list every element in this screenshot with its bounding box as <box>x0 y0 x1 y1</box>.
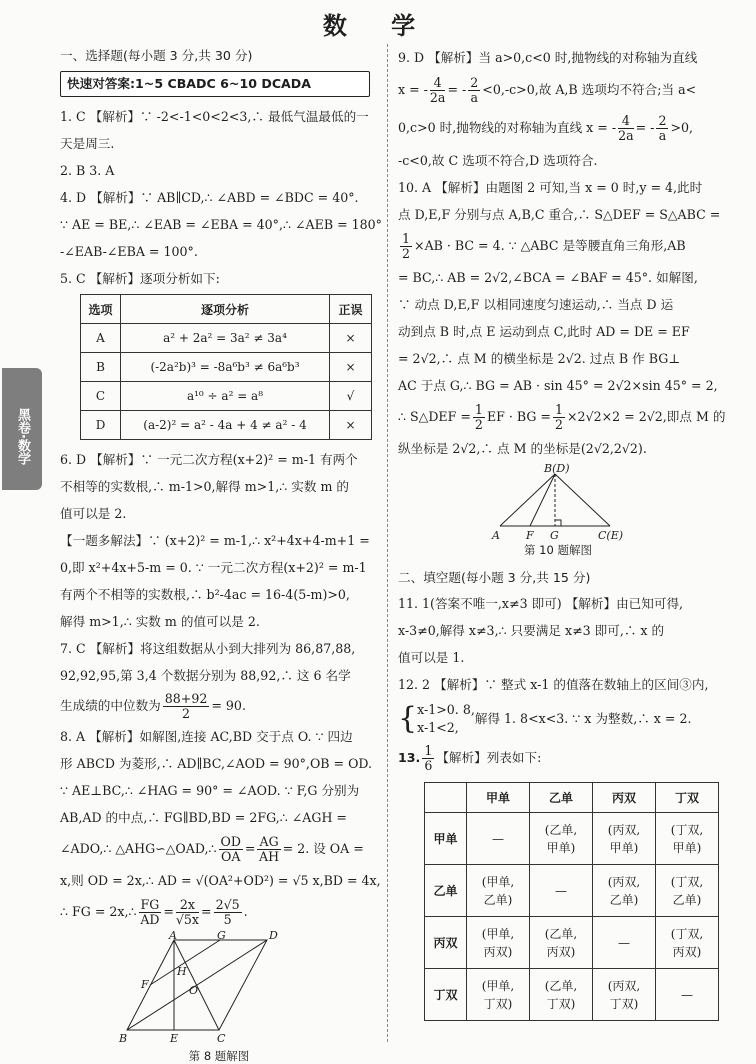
text-line: ∵ AE = BE,∴ ∠EAB = ∠EBA = 40°,∴ ∠AEB = 180° <box>60 217 382 232</box>
table-header: 甲单 <box>467 783 530 813</box>
text-line: = 2√2,∴ 点 M 的横坐标是 2√2. 过点 B 作 BG⊥ <box>398 351 681 366</box>
table-row <box>425 865 719 917</box>
text: = 2. 设 OA = <box>282 841 364 856</box>
table-header-row <box>81 295 372 324</box>
q10-answer <box>398 174 726 462</box>
table-cell: (乙单, 丙双) <box>530 917 593 969</box>
text: ×2√2×2 = 2√2,即点 M 的 <box>567 409 726 424</box>
text: 解得 1. 8<x<3. ∵ x 为整数,∴ x = 2. <box>474 711 692 726</box>
text: EF · BG = <box>486 409 551 424</box>
q13-answer <box>398 740 718 776</box>
table-cell: B <box>81 353 121 382</box>
right-angle-mark <box>555 520 561 526</box>
table-cell: a² + 2a² = 3a² ≠ 3a⁴ <box>121 324 330 353</box>
q9-answer <box>398 44 718 174</box>
brace: { <box>398 701 418 736</box>
inequality-system <box>417 701 475 737</box>
fraction <box>468 76 480 105</box>
label-a: A <box>492 529 500 542</box>
inequality: x-1>0. 8, <box>417 702 475 717</box>
table-cell: (甲单, 丙双) <box>467 917 530 969</box>
numerator: 2 <box>470 75 479 90</box>
table-cell: a¹⁰ ÷ a² = a⁸ <box>121 382 330 411</box>
section-heading-fill: 二、填空题(每小题 3 分,共 15 分) <box>398 570 591 585</box>
table-header: 正误 <box>330 295 372 324</box>
text: ∴ S△DEF = <box>398 409 471 424</box>
denominator: 6 <box>424 758 433 773</box>
text: ∴ FG = 2x,∴ <box>60 904 137 919</box>
text-line: AB,AD 的中点,∴ FG∥BD,BD = 2FG,∴ ∠AGH = <box>60 810 347 825</box>
fraction <box>219 835 243 864</box>
table-row <box>81 382 372 411</box>
text-line: 9. D 【解析】当 a>0,c<0 时,抛物线的对称轴为直线 <box>398 50 698 65</box>
label-f: F <box>526 529 534 542</box>
left-column <box>60 44 382 1064</box>
text-line: 点 D,E,F 分别与点 A,B,C 重合,∴ S△DEF = S△ABC = <box>398 207 721 222</box>
text-line: 4. D 【解析】∵ AB∥CD,∴ ∠ABD = ∠BDC = 40°. <box>60 190 359 205</box>
fraction <box>139 898 162 927</box>
table-cell: × <box>330 411 372 440</box>
label-b: B <box>119 1032 128 1045</box>
denominator: 2 <box>554 417 563 432</box>
question-number: 13. <box>398 750 421 765</box>
label-e: E <box>170 1032 179 1045</box>
right-column <box>398 44 726 1021</box>
table-cell: (a-2)² = a² - 4a + 4 ≠ a² - 4 <box>121 411 330 440</box>
text-line <box>398 228 718 264</box>
numerator: 88+92 <box>164 691 208 706</box>
text: x = - <box>398 82 428 97</box>
table-cell: (甲单, 丁双) <box>467 969 530 1021</box>
text-line <box>398 109 718 147</box>
label-d: D <box>269 929 278 942</box>
denominator: AD <box>140 912 160 927</box>
quick-answers-box: 快速对答案:1~5 CBADC 6~10 DCADA <box>60 71 370 97</box>
numerator: 2 <box>658 113 667 128</box>
denominator: 2 <box>474 417 483 432</box>
numerator: 2x <box>176 898 199 913</box>
text-line: 值可以是 2. <box>60 506 127 521</box>
text-line: x-3≠0,解得 x≠3,∴ 只要满足 x≠3 即可,∴ x 的 <box>398 623 665 638</box>
text-line: 6. D 【解析】∵ 一元二次方程(x+2)² = m-1 有两个 <box>60 452 358 467</box>
q1-answer <box>60 103 378 157</box>
table-cell: (丙双, 乙单) <box>593 865 656 917</box>
q7-answer <box>60 635 378 723</box>
denominator: a <box>470 90 479 105</box>
q4-answer <box>60 184 382 265</box>
table-cell: (甲单, 乙单) <box>467 865 530 917</box>
segment-bf <box>530 474 555 526</box>
text-line: 解得 m>1,∴ 实数 m 的值可以是 2. <box>60 614 260 629</box>
inequality: x-1<2, <box>417 720 459 735</box>
text-line: ∴ FG = 2x,∴ $\frac{FG}{AD}$ = $\frac{2x}{√5x}$ = $\frac{2√5}{5}$ . <box>60 897 248 927</box>
label-b-d: B(D) <box>544 462 570 475</box>
numerator: OD <box>220 834 241 849</box>
denominator: AH <box>259 849 280 864</box>
text-line: 动到点 B 时,点 E 运动到点 C,此时 AD = DE = EF <box>398 324 690 339</box>
table-row <box>81 411 372 440</box>
row-header: 乙单 <box>425 865 467 917</box>
table-cell: (-2a²b)³ = -8a⁶b³ ≠ 6a⁶b³ <box>121 353 330 382</box>
denominator: √5x <box>175 912 200 927</box>
table-cell: √ <box>330 382 372 411</box>
text: 0,c>0 时,抛物线的对称轴为直线 x = - <box>398 120 617 135</box>
denominator: 2 <box>402 246 411 261</box>
text-line: ∵ AE⊥BC,∴ ∠HAG = 90° = ∠AOD. ∵ F,G 分别为 <box>60 783 360 798</box>
label-g: G <box>550 529 559 542</box>
table-cell: (丙双, 丁双) <box>593 969 656 1021</box>
fraction <box>257 835 280 864</box>
table-header <box>425 783 467 813</box>
label-a: A <box>169 929 177 942</box>
table-header: 丁双 <box>656 783 719 813</box>
text-line: 【一题多解法】∵ (x+2)² = m-1,∴ x²+4x+4-m+1 = <box>60 533 370 548</box>
text-line: 11. 1(答案不唯一,x≠3 即可) 【解析】由已知可得, <box>398 596 684 611</box>
text: <0,-c>0,故 A,B 选项均不符合;当 a< <box>482 82 697 97</box>
q13-outcome-table <box>424 782 719 1021</box>
fraction <box>163 692 210 721</box>
table-cell: — <box>593 917 656 969</box>
label-g: G <box>217 929 226 942</box>
q8-answer <box>60 723 381 930</box>
numerator: 1 <box>424 743 433 758</box>
table-cell: — <box>530 865 593 917</box>
text-line: 7. C 【解析】将这组数据从小到大排列为 86,87,88, <box>60 641 356 656</box>
numerator: 4 <box>430 76 446 91</box>
text: >0, <box>670 120 694 135</box>
row-header: 丁双 <box>425 969 467 1021</box>
text-line: -c<0,故 C 选项不符合,D 选项符合. <box>398 153 598 168</box>
text-line <box>398 698 718 740</box>
text: = - <box>635 120 655 135</box>
text-line: ∵ 动点 D,E,F 以相同速度匀速运动,∴ 当点 D 运 <box>398 297 674 312</box>
section-heading-choice: 一、选择题(每小题 3 分,共 30 分) <box>60 48 253 63</box>
column-divider <box>387 44 388 1042</box>
fraction <box>618 114 634 143</box>
fraction <box>656 114 668 143</box>
q10-triangle-figure <box>488 462 628 542</box>
numerator: 4 <box>618 114 634 129</box>
text-line: 10. A 【解析】由题图 2 可知,当 x = 0 时,y = 4,此时 <box>398 180 703 195</box>
text-line: 12. 2 【解析】∵ 整式 x-1 的值落在数轴上的区间③内, <box>398 677 709 692</box>
text-line: 天是周三. <box>60 136 115 151</box>
q8-rhombus-figure <box>119 930 319 1048</box>
table-row <box>425 969 719 1021</box>
table-row <box>81 353 372 382</box>
text-line: 不相等的实数根,∴ m-1>0,解得 m>1,∴ 实数 m 的 <box>60 479 349 494</box>
text-line: 1. C 【解析】∵ -2<-1<0<2<3,∴ 最低气温最低的一 <box>60 109 369 124</box>
table-header: 丙双 <box>593 783 656 813</box>
fraction <box>214 898 242 927</box>
table-cell: × <box>330 324 372 353</box>
text-line: 纵坐标是 2√2,∴ 点 M 的坐标是(2√2,2√2). <box>398 441 647 456</box>
numerator: 1 <box>554 402 563 417</box>
numerator: AG <box>259 834 279 849</box>
table-header-row <box>425 783 719 813</box>
text: 生成绩的中位数为 <box>60 698 161 713</box>
q5-analysis-table <box>80 294 372 440</box>
text-line: 0,即 x²+4x+5-m = 0. ∵ 一元二次方程(x+2)² = m-1 <box>60 560 367 575</box>
row-header: 甲单 <box>425 813 467 865</box>
text-line <box>60 689 378 723</box>
fraction <box>430 76 446 105</box>
table-cell: (乙单, 甲单) <box>530 813 593 865</box>
table-cell: C <box>81 382 121 411</box>
segment-fg <box>150 940 220 985</box>
table-cell: × <box>330 353 372 382</box>
numerator: 1 <box>474 402 483 417</box>
table-header: 逐项分析 <box>121 295 330 324</box>
table-header: 选项 <box>81 295 121 324</box>
text-line: 值可以是 1. <box>398 650 465 665</box>
numerator: 2√5 <box>215 897 240 912</box>
q5-answer: 5. C 【解析】逐项分析如下: <box>60 271 220 286</box>
label-c-e: C(E) <box>598 529 624 542</box>
row-header: 丙双 <box>425 917 467 969</box>
table-cell: (丙双, 甲单) <box>593 813 656 865</box>
text: 【解析】列表如下: <box>436 750 542 765</box>
denominator: 2 <box>182 706 191 721</box>
table-cell: D <box>81 411 121 440</box>
fraction <box>176 898 199 927</box>
figure-caption: 第 8 题解图 <box>188 1049 250 1063</box>
q6-answer <box>60 446 378 527</box>
figure-caption: 第 10 题解图 <box>524 543 592 557</box>
denominator: 5 <box>223 912 232 927</box>
side-ab <box>500 474 555 526</box>
q6-alternative-solution <box>60 527 378 635</box>
q12-answer <box>398 671 718 740</box>
text-line <box>398 399 726 435</box>
table-cell: — <box>467 813 530 865</box>
side-tab: 黑卷·数学 <box>2 368 42 490</box>
text: ∠ADO,∴ △AHG∽△OAD,∴ <box>60 841 217 856</box>
q2-q3-answer: 2. B 3. A <box>60 163 115 178</box>
text-line: x,则 OD = 2x,∴ AD = √(OA²+OD²) = √5 x,BD = 4x, <box>60 873 381 888</box>
text-line: = BC,∴ AB = 2√2,∠BCA = ∠BAF = 45°. 如解图, <box>398 270 698 285</box>
text-line: ∠ADO,∴ △AHG∽△OAD,∴ $\frac{OD}{OA}$ = $\frac{AG}{AH}$ = 2. 设 OA = <box>60 834 364 864</box>
numerator: FG <box>140 897 160 912</box>
table-cell: A <box>81 324 121 353</box>
numerator: 1 <box>402 231 411 246</box>
text: ×AB · BC = 4. ∵ △ABC 是等腰直角三角形,AB <box>414 238 686 253</box>
text-line: AC 于点 G,∴ BG = AB · sin 45° = 2√2×sin 45° = 2, <box>398 378 718 393</box>
table-cell: (丁双, 甲单) <box>656 813 719 865</box>
fraction <box>553 403 565 432</box>
text-line: 92,92,95,第 3,4 个数据分别为 88,92,∴ 这 6 名学 <box>60 668 351 683</box>
fraction <box>473 403 485 432</box>
table-cell: (丁双, 乙单) <box>656 865 719 917</box>
label-h: H <box>177 965 187 978</box>
label-c: C <box>217 1032 226 1045</box>
label-f: F <box>141 978 149 991</box>
text: = 90. <box>211 698 246 713</box>
denominator: a <box>658 128 667 143</box>
table-cell: — <box>656 969 719 1021</box>
denominator: 2a <box>618 128 634 143</box>
fraction <box>422 744 434 773</box>
table-row <box>425 917 719 969</box>
text-line: -∠EAB-∠EBA = 100°. <box>60 244 198 259</box>
text-line: 有两个不相等的实数根,∴ b²-4ac = 16-4(5-m)>0, <box>60 587 350 602</box>
table-cell: (丁双, 丙双) <box>656 917 719 969</box>
table-row <box>81 324 372 353</box>
table-cell: (乙单, 丁双) <box>530 969 593 1021</box>
table-header: 乙单 <box>530 783 593 813</box>
page-title: 数 学 <box>322 12 434 40</box>
denominator: OA <box>221 849 241 864</box>
text: = - <box>447 82 467 97</box>
denominator: 2a <box>429 90 446 105</box>
text-line: 形 ABCD 为菱形,∴ AD∥BC,∠AOD = 90°,OB = OD. <box>60 756 373 771</box>
fraction <box>400 232 412 261</box>
side-bc <box>555 474 610 526</box>
text-line: 8. A 【解析】如解图,连接 AC,BD 交于点 O. ∵ 四边 <box>60 729 353 744</box>
text-line <box>398 71 718 109</box>
label-o: O <box>189 984 199 997</box>
q11-answer <box>398 590 718 671</box>
table-row <box>425 813 719 865</box>
